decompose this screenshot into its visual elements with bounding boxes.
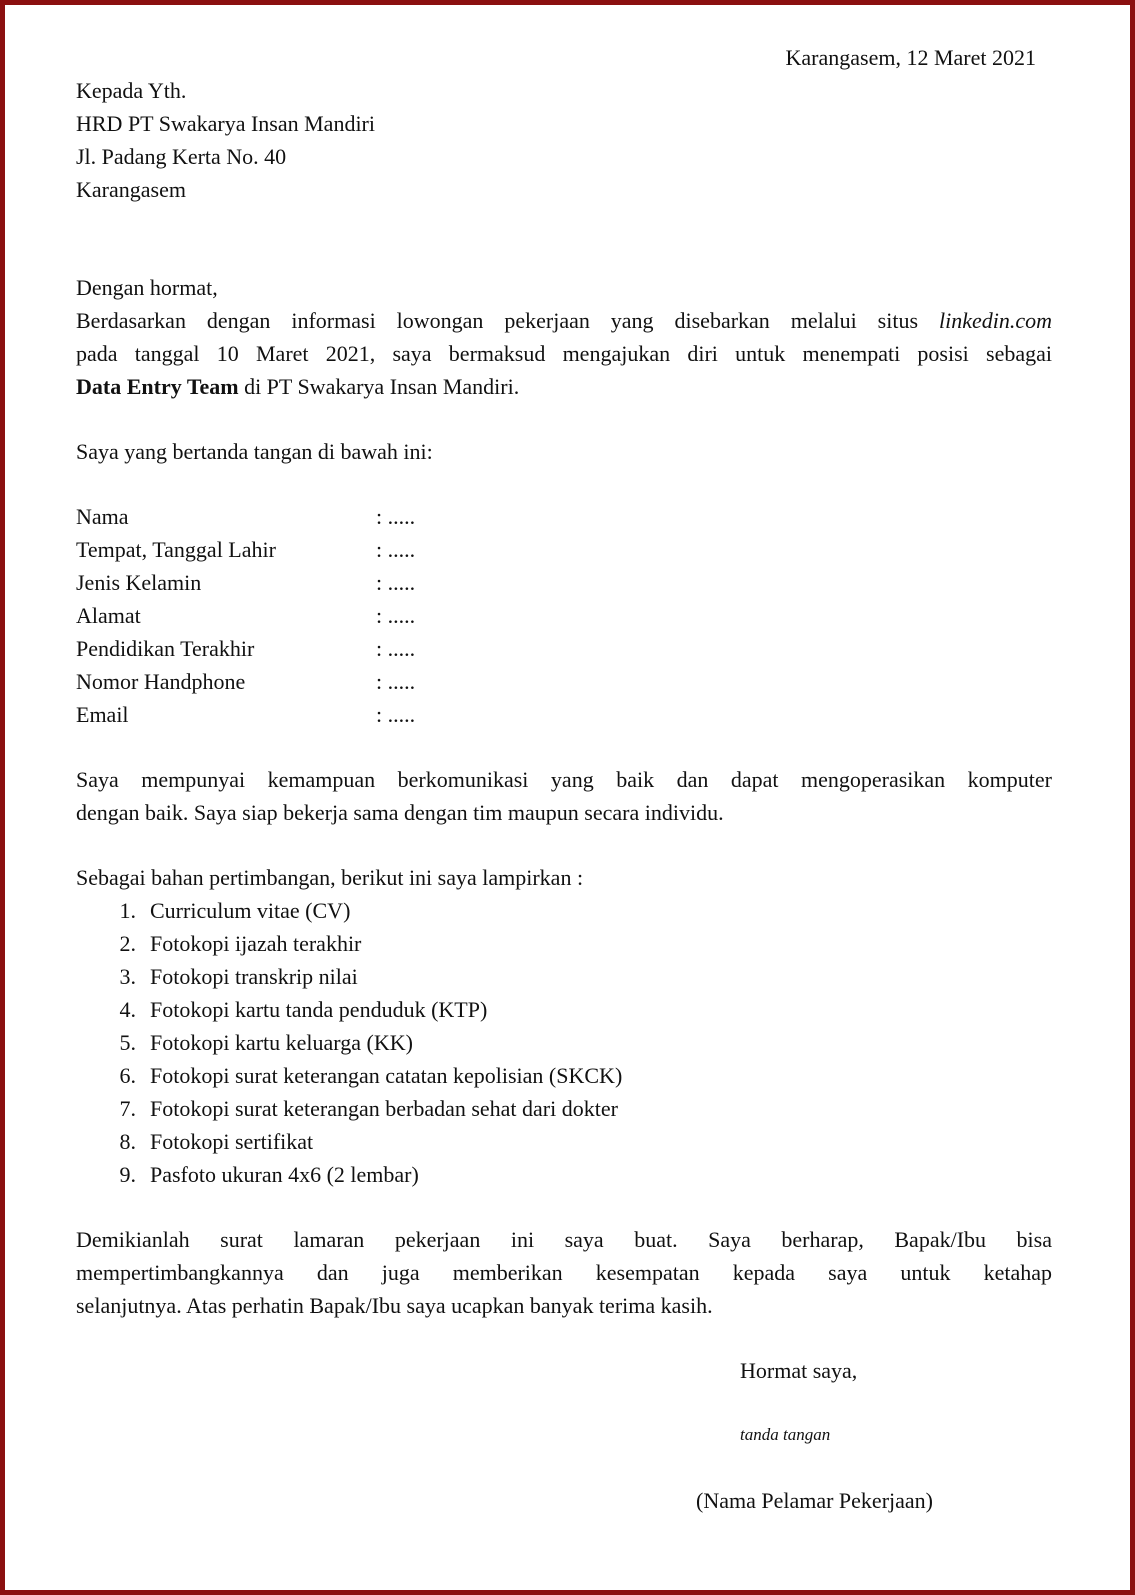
recipient-line: Karangasem (76, 177, 186, 202)
field-value-ttl: : ..... (376, 537, 416, 562)
field-value-alamat: : ..... (376, 603, 416, 628)
linkedin-reference: linkedin.com (938, 308, 1053, 333)
signer-name: (Nama Pelamar Pekerjaan) (696, 1488, 933, 1513)
field-label-alamat: Alamat (76, 603, 141, 628)
list-item: Curriculum vitae (CV) (150, 898, 351, 923)
list-item-number: 7. (119, 1096, 136, 1121)
regards: Hormat saya, (740, 1358, 858, 1383)
field-value-pendidikan: : ..... (376, 636, 416, 661)
recipient-line: HRD PT Swakarya Insan Mandiri (76, 111, 375, 136)
field-value-handphone: : ..... (376, 669, 416, 694)
field-label-nama: Nama (76, 504, 129, 529)
recipient-line: Jl. Padang Kerta No. 40 (76, 144, 287, 169)
list-item-number: 3. (119, 964, 136, 989)
list-item: Fotokopi sertifikat (150, 1129, 314, 1154)
field-label-jenis-kelamin: Jenis Kelamin (76, 570, 202, 595)
field-value-nama: : ..... (376, 504, 416, 529)
list-item-number: 9. (119, 1162, 136, 1187)
intro-line-2: pada tanggal 10 Maret 2021, saya bermaksud mengajukan diri untuk menempati posisi sebagai (76, 341, 1052, 366)
attachments-intro: Sebagai bahan pertimbangan, berikut ini saya lampirkan : (76, 865, 584, 890)
field-value-email: : ..... (376, 702, 416, 727)
closing-line-2: mempertimbangkannya dan juga memberikan kesempatan kepada saya untuk ketahap (76, 1260, 1052, 1285)
list-item-number: 6. (119, 1063, 136, 1088)
skills-line-1: Saya mempunyai kemampuan berkomunikasi yang baik dan dapat mengoperasikan komputer (76, 767, 1052, 792)
list-item: Fotokopi ijazah terakhir (150, 931, 362, 956)
signature-placeholder: tanda tangan (740, 1425, 831, 1444)
undersigned-statement: Saya yang bertanda tangan di bawah ini: (76, 439, 433, 464)
list-item: Fotokopi transkrip nilai (150, 964, 358, 989)
list-item: Fotokopi surat keterangan catatan kepolisian (SKCK) (150, 1063, 623, 1088)
position-name: Data Entry Team (76, 374, 239, 399)
list-item-number: 2. (119, 931, 136, 956)
letter-date: Karangasem, 12 Maret 2021 (785, 45, 1036, 70)
list-item: Pasfoto ukuran 4x6 (2 lembar) (150, 1162, 419, 1187)
field-label-email: Email (76, 702, 129, 727)
list-item-number: 5. (119, 1030, 136, 1055)
list-item-number: 1. (119, 898, 136, 923)
company-text: di PT Swakarya Insan Mandiri. (238, 374, 520, 399)
intro-text: Berdasarkan dengan informasi lowongan pekerjaan yang disebarkan melalui situs (76, 308, 919, 333)
list-item: Fotokopi kartu keluarga (KK) (150, 1030, 413, 1055)
closing-line-3: selanjutnya. Atas perhatin Bapak/Ibu saya ucapkan banyak terima kasih. (76, 1293, 713, 1318)
field-label-handphone: Nomor Handphone (76, 669, 246, 694)
closing-line-1: Demikianlah surat lamaran pekerjaan ini saya buat. Saya berharap, Bapak/Ibu bisa (76, 1227, 1052, 1252)
list-item: Fotokopi kartu tanda penduduk (KTP) (150, 997, 488, 1022)
recipient-line: Kepada Yth. (76, 78, 187, 103)
field-label-ttl: Tempat, Tanggal Lahir (76, 537, 276, 562)
list-item-number: 4. (119, 997, 136, 1022)
field-label-pendidikan: Pendidikan Terakhir (76, 636, 255, 661)
greeting: Dengan hormat, (76, 275, 218, 300)
list-item: Fotokopi surat keterangan berbadan sehat dari dokter (150, 1096, 618, 1121)
field-value-jenis-kelamin: : ..... (376, 570, 416, 595)
list-item-number: 8. (119, 1129, 136, 1154)
intro-line-3 (76, 370, 519, 403)
skills-line-2: dengan baik. Saya siap bekerja sama dengan tim maupun secara individu. (76, 800, 724, 825)
intro-line-1 (76, 304, 1052, 337)
